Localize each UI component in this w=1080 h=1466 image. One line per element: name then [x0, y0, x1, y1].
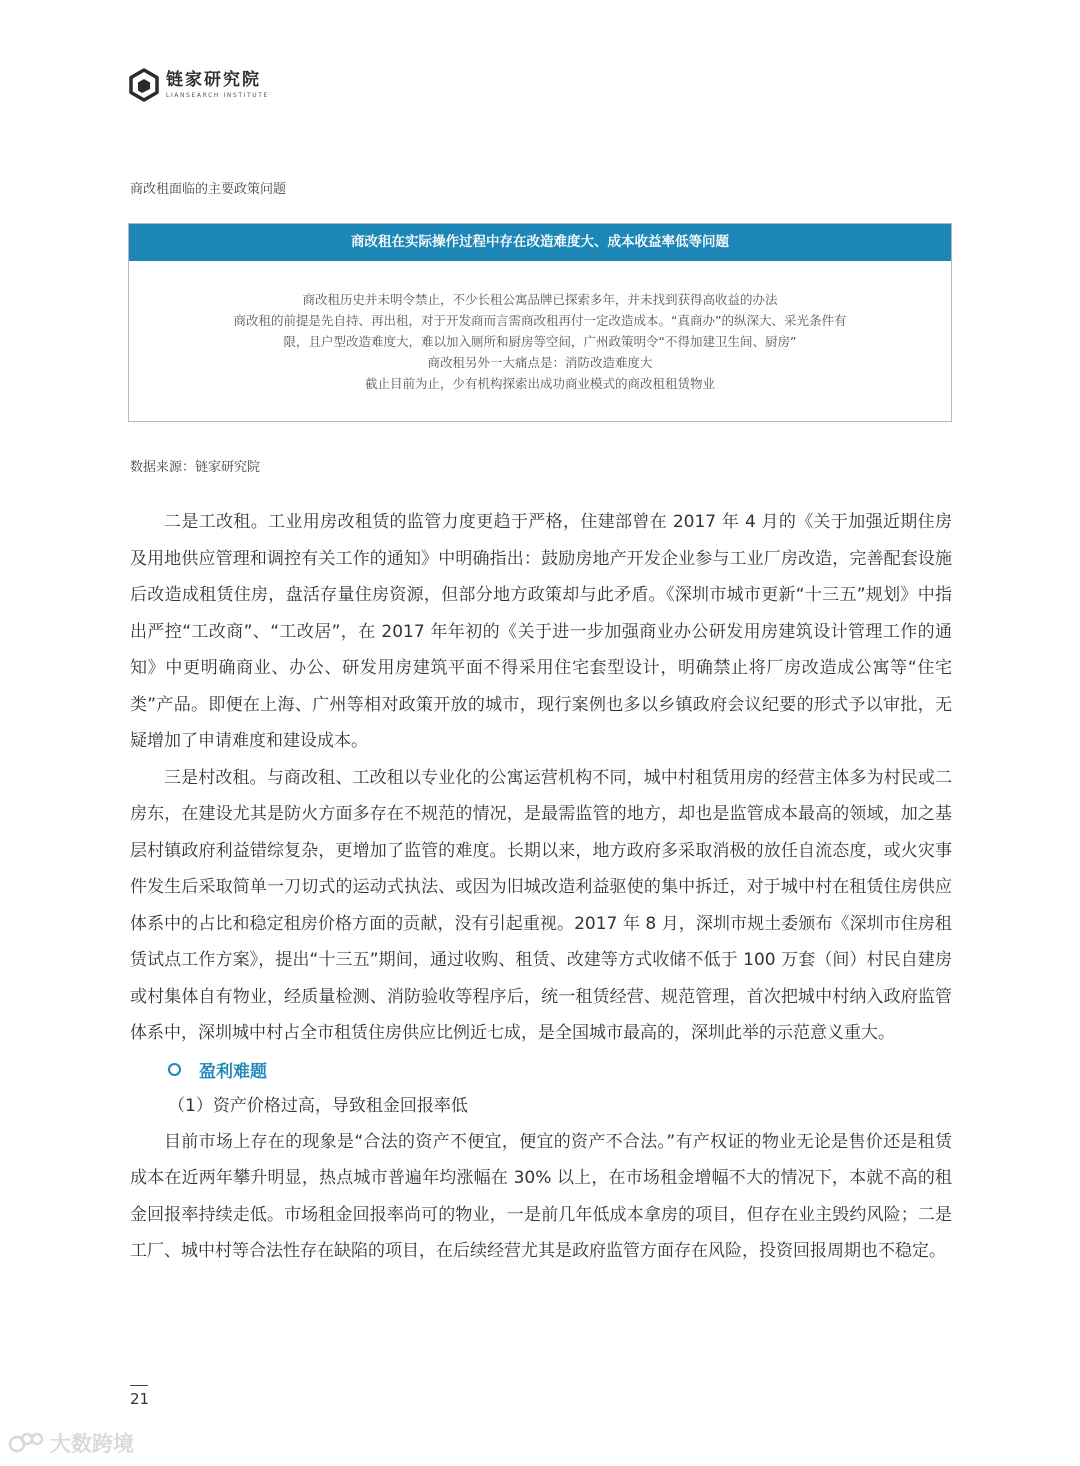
watermark — [8, 1428, 134, 1458]
summary-line: 限，且户型改造难度大，难以加入厕所和厨房等空间，广州政策明令“不得加建卫生间、厨房” — [283, 334, 797, 349]
summary-box — [128, 223, 952, 422]
watermark-logo-icon — [8, 1430, 44, 1456]
summary-line: 商改租的前提是先自持、再出租，对于开发商而言需商改租再付一定改造成本。“真商办”的纵深大、采光条件有 — [233, 313, 847, 328]
brand-name-en: LIANSEARCH INSTITUTE — [166, 92, 269, 99]
subsection-heading: （1）资产价格过高，导致租金回报率低 — [168, 1095, 468, 1116]
section-heading-text: 盈利难题 — [199, 1062, 267, 1082]
brand-logo — [128, 68, 269, 102]
figure-caption: 商改租面临的主要政策问题 — [130, 182, 287, 197]
page-number-rule — [130, 1385, 148, 1386]
paragraph-village-to-rental: 三是村改租。与商改租、工改租以专业化的公寓运营机构不同，城中村租赁用房的经营主体多为村民或二房东，在建设尤其是防火方面多存在不规范的情况，是最需监管的地方，却也是监管成本最高的领域，加之基层村镇政府利益错综复杂，更增加了监管的难度。长期以来，地方政府多采取消极的放任自流态度，或火灾事件发生后采取简单一刀切式的运动式执法、或因为旧城改造利益驱使的集中拆迁，对于城中村在租赁住房供应体系中的占比和稳定租房价格方面的贡献，没有引起重视。2017 年 8 月，深圳市规土委颁布《深圳市住房租赁试点工作方案》，提出“十三五”期间，通过收购、租赁、改建等方式收储不低于 100 万套（间）村民自建房或村集体自有物业，经质量检测、消防验收等程序后，统一租赁经营、规范管理，首次把城中村纳入政府监管体系中，深圳城中村占全市租赁住房供应比例近七成，是全国城市最高的，深圳此举的示范意义重大。 — [130, 767, 952, 1043]
circle-bullet-icon — [168, 1063, 181, 1076]
page-number: 21 — [130, 1390, 150, 1408]
logo-icon — [128, 68, 160, 102]
summary-line: 商改租历史并未明令禁止，不少长租公寓品牌已探索多年，并未找到获得高收益的办法 — [302, 292, 778, 307]
summary-box-body — [129, 261, 951, 394]
summary-line: 截止目前为止，少有机构探索出成功商业模式的商改租租赁物业 — [364, 376, 715, 391]
summary-line: 商改租另外一大痛点是：消防改造难度大 — [427, 355, 653, 370]
watermark-text: 大数跨境 — [50, 1432, 134, 1456]
brand-name: 链家研究院 — [166, 70, 261, 90]
main-content — [130, 504, 952, 1270]
data-source: 数据来源：链家研究院 — [130, 460, 261, 475]
section-heading — [130, 1052, 952, 1088]
paragraph-asset-price: 目前市场上存在的现象是“合法的资产不便宜，便宜的资产不合法。”有产权证的物业无论是售价还是租赁成本在近两年攀升明显，热点城市普遍年均涨幅在 30% 以上，在市场租金增幅不大的情况下，本就不高的租金回报率持续走低。市场租金回报率尚可的物业，一是前几年低成本拿房的项目，但存在业主毁约风险；二是工厂、城中村等合法性存在缺陷的项目，在后续经营尤其是政府监管方面存在风险，投资回报周期也不稳定。 — [130, 1131, 952, 1261]
summary-box-title: 商改租在实际操作过程中存在改造难度大、成本收益率低等问题 — [129, 224, 951, 261]
paragraph-industrial-to-rental: 二是工改租。工业用房改租赁的监管力度更趋于严格，住建部曾在 2017 年 4 月的《关于加强近期住房及用地供应管理和调控有关工作的通知》中明确指出：鼓励房地产开发企业参与工业厂房改造，完善配套设施后改造成租赁住房，盘活存量住房资源，但部分地方政策却与此矛盾。《深圳市城市更新“十三五”规划》中指出严控“工改商”、“工改居”，在 2017 年年初的《关于进一步加强商业办公研发用房建筑设计管理工作的通知》中更明确商业、办公、研发用房建筑平面不得采用住宅套型设计，明确禁止将厂房改造成公寓等“住宅类”产品。即便在上海、广州等相对政策开放的城市，现行案例也多以乡镇政府会议纪要的形式予以审批，无疑增加了申请难度和建设成本。 — [130, 512, 952, 751]
